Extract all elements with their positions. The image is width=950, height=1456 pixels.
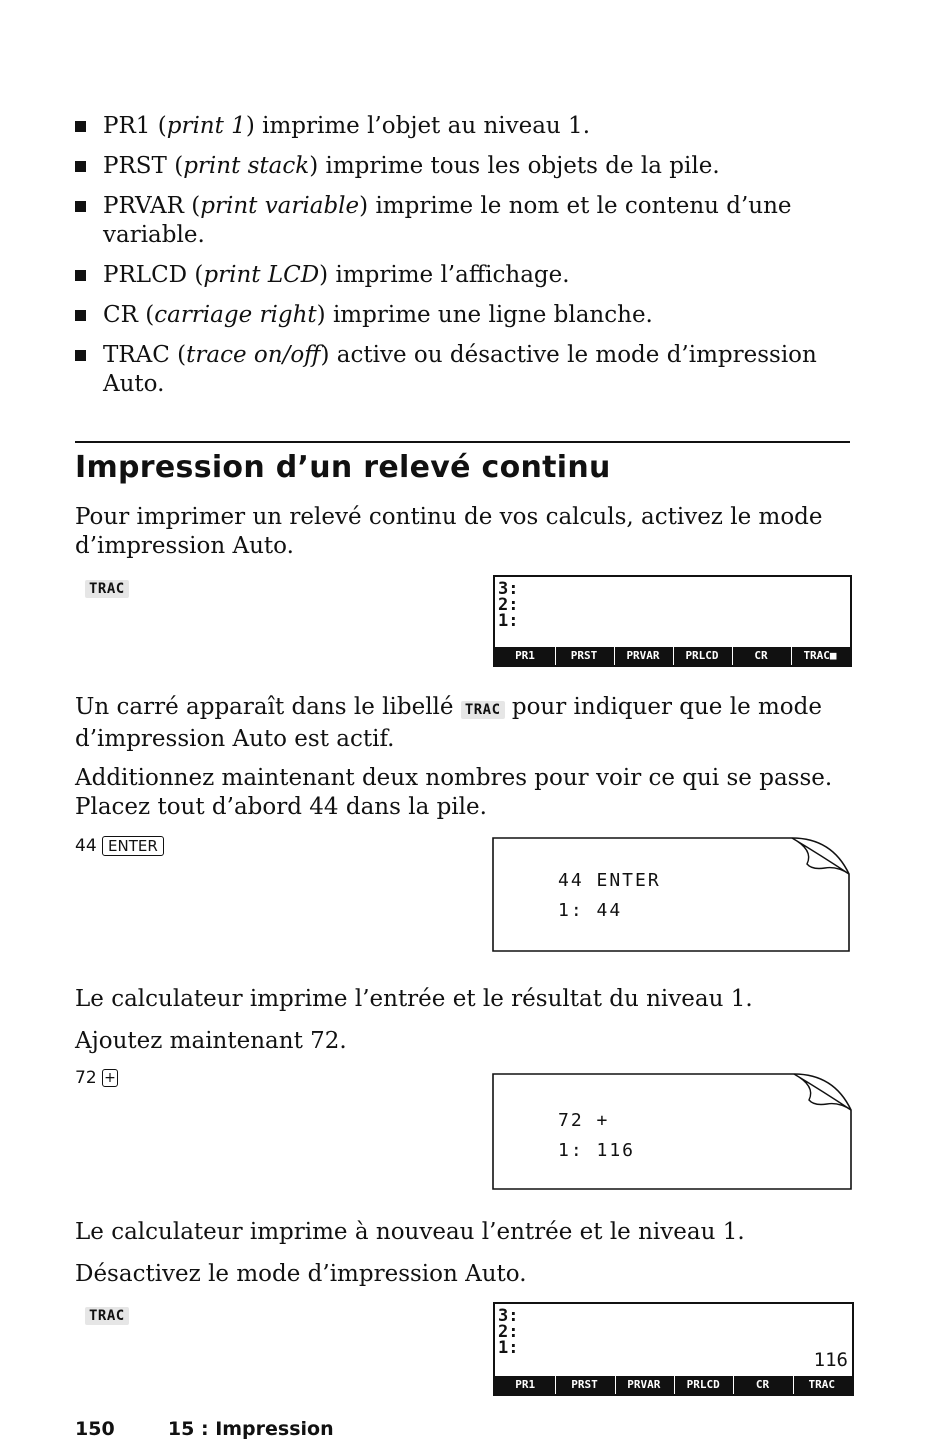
printout-2 <box>492 1072 854 1190</box>
chapter-title: 15 : Impression <box>167 1418 334 1440</box>
again-paragraph: Le calculateur imprime à nouveau l’entrée et le niveau 1. <box>75 1219 745 1245</box>
printout-line-2: 1: 44 <box>558 900 623 921</box>
note-paragraph: Un carré apparaît dans le libellé TRAC pour indiquer que le mode d’impression Auto est actif. <box>75 694 822 752</box>
stack-level-1: 1: <box>498 1338 519 1358</box>
bullet-square-icon <box>75 201 86 212</box>
stack-level-3: 3: <box>498 1306 519 1326</box>
list-item: PRLCD (print LCD) imprime l’affichage. <box>75 261 875 290</box>
list-item: PRVAR (print variable) imprime le nom et le contenu d’une variable. <box>75 192 875 250</box>
menu-key-trac: TRAC■ <box>791 647 848 665</box>
stack-level-2: 2: <box>498 595 519 615</box>
menu-key-prst: PRST <box>555 1376 612 1394</box>
printout-1 <box>492 836 852 952</box>
menu-key-trac: TRAC <box>793 1376 850 1394</box>
section-heading: Impression d’un relevé continu <box>75 450 611 485</box>
section-divider <box>75 441 850 443</box>
list-item: TRAC (trace on/off) active ou désactive le mode d’impression Auto. <box>75 341 875 399</box>
bullet-square-icon <box>75 310 86 321</box>
step2-keystroke: 44 ENTER <box>75 836 164 856</box>
trac-softkey: TRAC <box>85 580 129 598</box>
stack-level-1-value: 116 <box>813 1349 848 1371</box>
paper-curl-outline <box>492 836 852 952</box>
section-intro: Pour imprimer un relevé continu de vos calculs, activez le mode d’impression Auto. <box>75 504 823 559</box>
menu-key-pr1: PR1 <box>497 647 553 665</box>
menu-key-cr: CR <box>733 1376 790 1394</box>
page-number: 150 <box>75 1418 115 1440</box>
menu-key-prlcd: PRLCD <box>673 647 730 665</box>
paper-curl-outline <box>492 1072 854 1190</box>
lcd-display-2 <box>493 1302 854 1396</box>
menu-key-pr1: PR1 <box>497 1376 553 1394</box>
printout-line-2: 1: 116 <box>558 1140 636 1161</box>
step3-keystroke: 72 + <box>75 1068 118 1088</box>
bullet-square-icon <box>75 161 86 172</box>
command-list <box>75 112 875 410</box>
lcd-menu-bar <box>495 1376 852 1394</box>
plus-key: + <box>102 1069 118 1087</box>
menu-key-prst: PRST <box>555 647 612 665</box>
menu-key-prvar: PRVAR <box>614 647 671 665</box>
result-paragraph: Le calculateur imprime l’entrée et le résultat du niveau 1. <box>75 986 753 1012</box>
list-item: PRST (print stack) imprime tous les objets de la pile. <box>75 152 875 181</box>
add-paragraph: Additionnez maintenant deux nombres pour voir ce qui se passe. Placez tout d’abord 44 dans la pile. <box>75 765 833 820</box>
bullet-square-icon <box>75 270 86 281</box>
enter-key: ENTER <box>102 836 164 856</box>
lcd-menu-bar <box>495 647 850 665</box>
stack-level-3: 3: <box>498 579 519 599</box>
trac-softkey-inline: TRAC <box>461 701 505 719</box>
menu-key-prvar: PRVAR <box>615 1376 672 1394</box>
list-item: PR1 (print 1) imprime l’objet au niveau 1. <box>75 112 875 141</box>
step1-keystroke <box>85 578 129 597</box>
menu-key-cr: CR <box>732 647 789 665</box>
printout-line-1: 44 ENTER <box>558 870 661 891</box>
stack-level-1: 1: <box>498 611 519 631</box>
lcd-display-1 <box>493 575 852 667</box>
stack-level-2: 2: <box>498 1322 519 1342</box>
printout-line-1: 72 + <box>558 1110 610 1131</box>
list-item: CR (carriage right) imprime une ligne blanche. <box>75 301 875 330</box>
bullet-square-icon <box>75 350 86 361</box>
page-footer <box>75 1418 334 1440</box>
add72-paragraph: Ajoutez maintenant 72. <box>75 1028 347 1054</box>
step4-keystroke <box>85 1305 129 1324</box>
menu-key-prlcd: PRLCD <box>674 1376 731 1394</box>
bullet-square-icon <box>75 121 86 132</box>
trac-softkey: TRAC <box>85 1307 129 1325</box>
disable-paragraph: Désactivez le mode d’impression Auto. <box>75 1261 527 1287</box>
